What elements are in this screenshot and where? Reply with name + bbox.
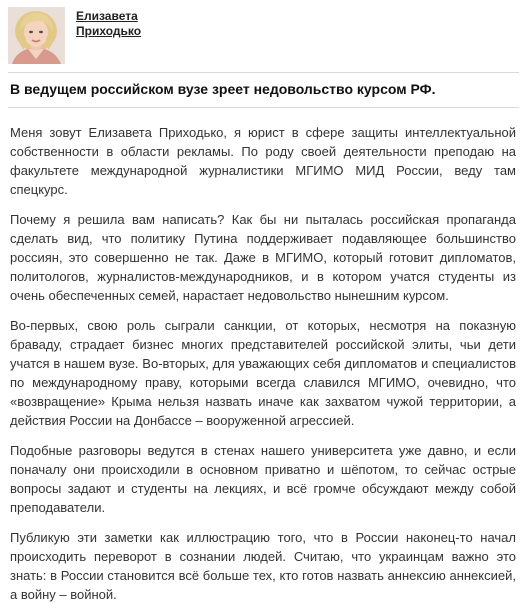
author-photo: [8, 7, 65, 64]
article-paragraph: Почему я решила вам написать? Как бы ни пыталась российская пропаганда сделать вид, что политику Путина поддерживает подавляющее большинство россиян, это совершенно не так. Даже в МГИМО, который готовит дипломатов, политологов, журналистов-международников, и в котором учатся студенты из очень обеспеченных семей, нарастает недовольство нынешним курсом.: [10, 212, 516, 303]
author-first-name: Елизавета: [76, 9, 138, 23]
author-block: [8, 7, 141, 64]
divider-below-headline: [8, 107, 519, 108]
article-paragraph: Во-первых, свою роль сыграли санкции, от которых, несмотря на показную браваду, страдает бизнес многих представителей российской элиты, чьи дети учатся в нашем вузе. Во-вторых, для уважающих себя дипломатов и специалистов по международному праву, которыми всегда славился МГИМО, очевидно, что «возвращение» Крыма нельзя назвать иначе как захватом чужой территории, а действия России на Донбассе – вооруженной агрессией.: [10, 318, 516, 428]
article-paragraph: Публикую эти заметки как иллюстрацию того, что в России наконец-то начал происходить переворот в сознании людей. Считаю, что украинцам важно это знать: в России становится всё больше тех, кто готов назвать аннексию аннексией, а войну – войной.: [10, 530, 516, 602]
divider-top: [8, 72, 519, 73]
article-body: [10, 123, 516, 615]
article-headline: В ведущем российском вузе зреет недовольство курсом РФ.: [10, 81, 436, 97]
author-last-name: Приходько: [76, 24, 142, 38]
author-name-link[interactable]: [76, 9, 141, 39]
author-avatar[interactable]: [8, 7, 65, 64]
article-paragraph: Подобные разговоры ведутся в стенах нашего университета уже давно, и если поначалу они происходили в основном приватно и шёпотом, то сейчас острые вопросы задают и студенты на лекциях, и всё громче обсуждают между собой преподаватели.: [10, 443, 516, 515]
article-paragraph: Меня зовут Елизавета Приходько, я юрист в сфере защиты интеллектуальной собственности в области рекламы. По роду своей деятельности преподаю на факультете международной журналистики МГИМО МИД России, веду там спецкурс.: [10, 125, 516, 197]
